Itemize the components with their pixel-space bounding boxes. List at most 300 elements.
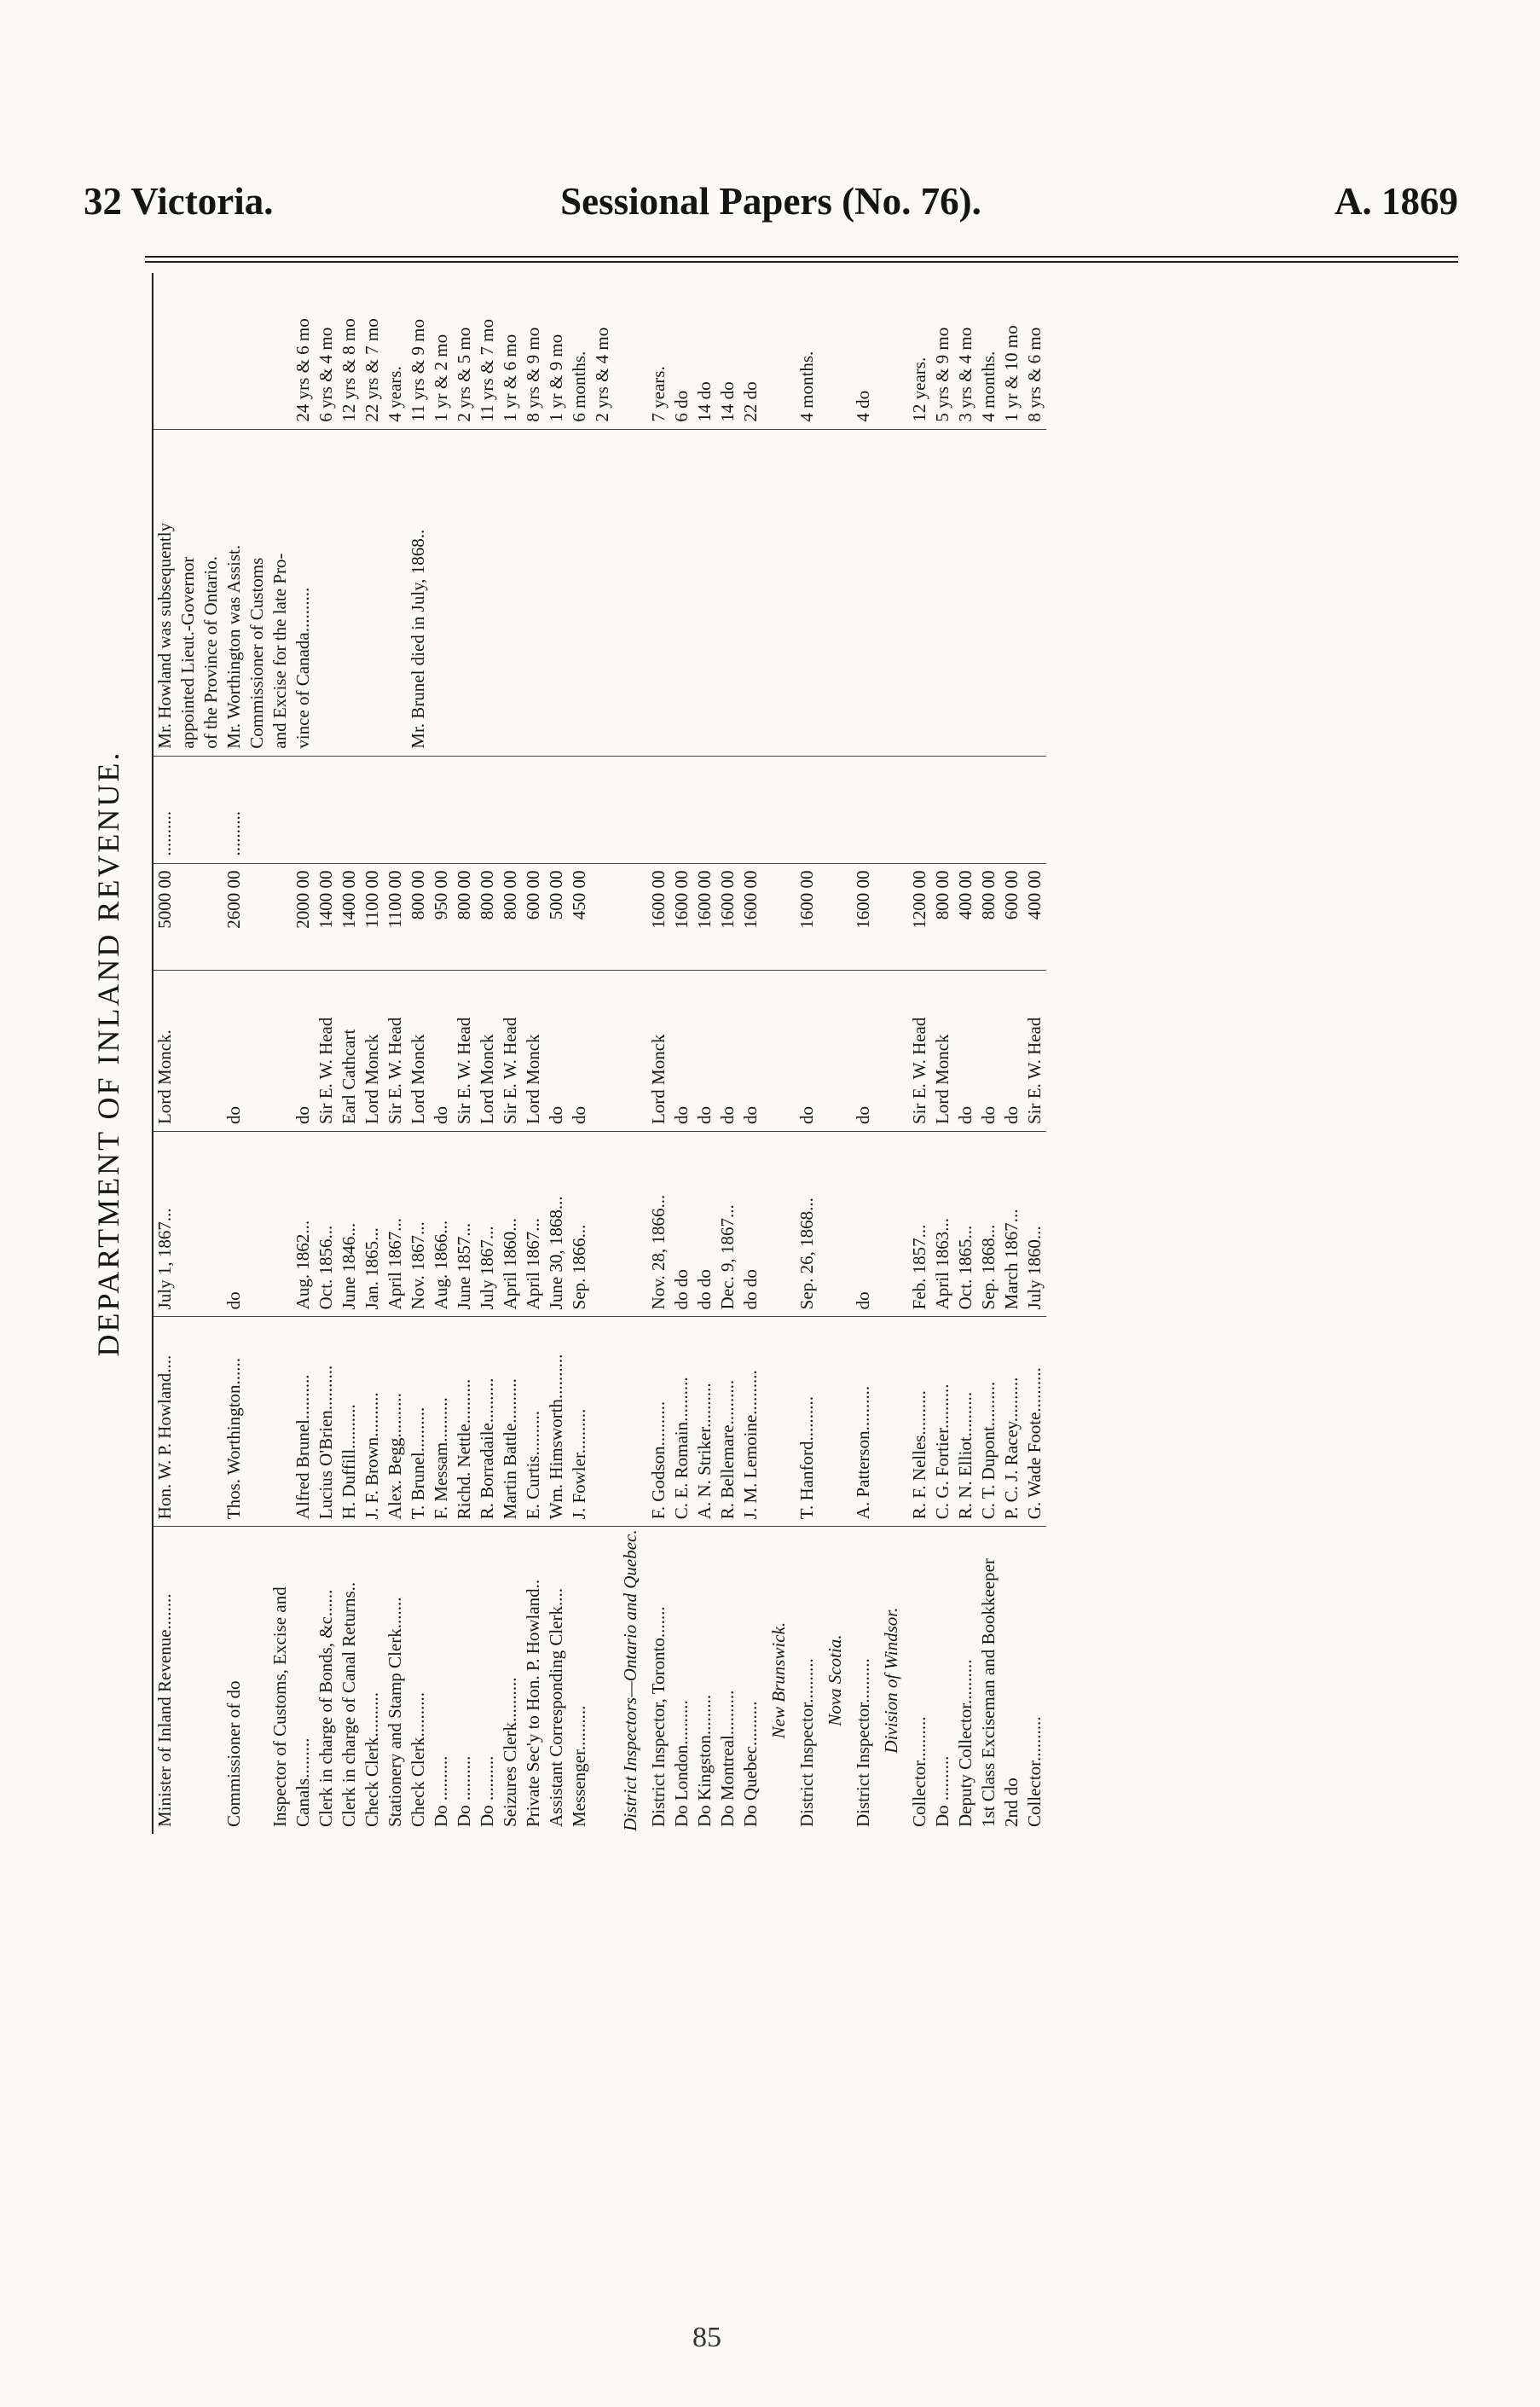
cell-extra: .......... xyxy=(153,756,177,863)
cell-salary: 1600 00 xyxy=(852,863,875,971)
cell-by: Lord Monck xyxy=(361,971,384,1132)
cell-extra xyxy=(670,756,693,863)
cell-date: do do xyxy=(670,1132,693,1317)
cell-name: J. Fowler.......... xyxy=(568,1317,591,1527)
table-row xyxy=(670,273,693,1834)
department-title: DEPARTMENT OF INLAND REVENUE. xyxy=(91,750,125,1357)
cell-name: Thos. Worthington...... xyxy=(223,1317,246,1527)
cell-by: do xyxy=(1000,971,1023,1132)
cell-salary: 400 00 xyxy=(1023,863,1046,971)
table-row xyxy=(545,273,568,1834)
cell-name xyxy=(591,1317,614,1527)
cell-office: Inspector of Customs, Excise and xyxy=(269,1586,290,1827)
cell-by: do xyxy=(716,971,739,1132)
cell-by: do xyxy=(977,971,1000,1132)
cell-name xyxy=(200,1317,223,1527)
cell-by: do xyxy=(670,971,693,1132)
cell-remarks xyxy=(499,429,522,756)
cell-salary xyxy=(200,863,223,971)
cell-service: 14 do xyxy=(716,273,739,429)
empty-cell xyxy=(614,863,647,971)
cell-name xyxy=(269,1317,292,1527)
empty-cell xyxy=(819,429,852,756)
staff-table xyxy=(152,273,1046,1834)
cell-salary: 800 00 xyxy=(476,863,499,971)
cell-office: Do .......... xyxy=(477,1755,497,1827)
empty-cell xyxy=(762,863,796,971)
cell-salary: 600 00 xyxy=(522,863,545,971)
cell-extra xyxy=(338,756,361,863)
cell-remarks: and Excise for the late Pro- xyxy=(269,429,292,756)
section-row xyxy=(875,273,908,1834)
cell-salary: 5000 00 xyxy=(153,863,177,971)
header-session: 32 Victoria. xyxy=(84,180,274,223)
cell-date: Jan. 1865... xyxy=(361,1132,384,1317)
table-row xyxy=(430,273,453,1834)
cell-date: April 1867... xyxy=(384,1132,407,1317)
cell-by xyxy=(200,971,223,1132)
cell-extra xyxy=(269,756,292,863)
section-heading: Nova Scotia. xyxy=(825,1634,845,1726)
cell-salary: 450 00 xyxy=(568,863,591,971)
table-row xyxy=(384,273,407,1834)
empty-cell xyxy=(819,1317,852,1527)
cell-by: do xyxy=(954,971,977,1132)
cell-salary: 400 00 xyxy=(954,863,977,971)
cell-remarks xyxy=(739,429,762,756)
empty-cell xyxy=(875,429,908,756)
cell-service: 3 yrs & 4 mo xyxy=(954,273,977,429)
cell-name: C. E. Romain.......... xyxy=(670,1317,693,1527)
cell-by: Lord Monck xyxy=(522,971,545,1132)
cell-service: 24 yrs & 6 mo xyxy=(292,273,315,429)
empty-cell xyxy=(875,863,908,971)
cell-name: C. G. Fortier.......... xyxy=(931,1317,954,1527)
cell-remarks xyxy=(453,429,476,756)
cell-service xyxy=(246,273,269,429)
cell-remarks xyxy=(693,429,716,756)
cell-name: G. Wade Foote.......... xyxy=(1023,1317,1046,1527)
cell-name: P. C. J. Racey.......... xyxy=(1000,1317,1023,1527)
cell-date: do xyxy=(852,1132,875,1317)
cell-remarks xyxy=(315,429,338,756)
cell-by: do xyxy=(796,971,819,1132)
cell-office: Commissioner of do xyxy=(223,1680,244,1827)
cell-date: Aug. 1862... xyxy=(292,1132,315,1317)
cell-name: F. Godson.......... xyxy=(647,1317,670,1527)
cell-office: Stationery and Stamp Clerk....... xyxy=(385,1597,405,1827)
table-row xyxy=(954,273,977,1834)
cell-service: 1 yr & 2 mo xyxy=(430,273,453,429)
cell-by: Sir E. W. Head xyxy=(315,971,338,1132)
cell-salary xyxy=(177,863,200,971)
cell-extra xyxy=(739,756,762,863)
cell-extra xyxy=(954,756,977,863)
cell-date: April 1860... xyxy=(499,1132,522,1317)
cell-extra xyxy=(716,756,739,863)
cell-date xyxy=(269,1132,292,1317)
cell-extra xyxy=(568,756,591,863)
cell-by: do xyxy=(693,971,716,1132)
cell-name: A. N. Striker.......... xyxy=(693,1317,716,1527)
cell-date: Sep. 1866... xyxy=(568,1132,591,1317)
cell-salary: 500 00 xyxy=(545,863,568,971)
cell-salary: 1100 00 xyxy=(361,863,384,971)
cell-service xyxy=(269,273,292,429)
cell-name xyxy=(246,1317,269,1527)
cell-date: Oct. 1865... xyxy=(954,1132,977,1317)
cell-by: do xyxy=(545,971,568,1132)
empty-cell xyxy=(875,273,908,429)
cell-date xyxy=(177,1132,200,1317)
cell-office: 1st Class Exciseman and Bookkeeper xyxy=(978,1558,999,1827)
cell-date: do do xyxy=(693,1132,716,1317)
empty-cell xyxy=(875,1132,908,1317)
cell-salary: 1400 00 xyxy=(315,863,338,971)
cell-office: Collector.......... xyxy=(1024,1716,1045,1827)
empty-cell xyxy=(875,971,908,1132)
empty-cell xyxy=(614,1132,647,1317)
cell-date xyxy=(200,1132,223,1317)
cell-by: Sir E. W. Head xyxy=(499,971,522,1132)
cell-name: C. T. Dupont.......... xyxy=(977,1317,1000,1527)
cell-salary: 600 00 xyxy=(1000,863,1023,971)
cell-office: Do Kingston......... xyxy=(694,1694,715,1827)
cell-by xyxy=(177,971,200,1132)
cell-service: 14 do xyxy=(693,273,716,429)
cell-name: Alex. Begg.......... xyxy=(384,1317,407,1527)
cell-name: F. Messam.......... xyxy=(430,1317,453,1527)
cell-extra xyxy=(545,756,568,863)
table-row xyxy=(647,273,670,1834)
cell-extra: .......... xyxy=(223,756,246,863)
cell-remarks xyxy=(545,429,568,756)
cell-office: Assistant Corresponding Clerk.... xyxy=(546,1588,566,1827)
cell-by xyxy=(591,971,614,1132)
cell-service: 2 yrs & 4 mo xyxy=(591,273,614,429)
empty-cell xyxy=(614,756,647,863)
cell-extra xyxy=(177,756,200,863)
table-row xyxy=(499,273,522,1834)
cell-salary: 1400 00 xyxy=(338,863,361,971)
cell-salary: 2000 00 xyxy=(292,863,315,971)
cell-by xyxy=(246,971,269,1132)
cell-office: District Inspector.......... xyxy=(853,1658,873,1827)
cell-service: 22 yrs & 7 mo xyxy=(361,273,384,429)
cell-extra xyxy=(1023,756,1046,863)
table-row xyxy=(931,273,954,1834)
cell-extra xyxy=(931,756,954,863)
table-row xyxy=(796,273,819,1834)
cell-extra xyxy=(499,756,522,863)
cell-date: do do xyxy=(739,1132,762,1317)
table-row xyxy=(246,273,269,1834)
table-row xyxy=(453,273,476,1834)
cell-remarks xyxy=(591,429,614,756)
header-rule-double xyxy=(145,261,1458,263)
empty-cell xyxy=(762,971,796,1132)
cell-salary: 950 00 xyxy=(430,863,453,971)
table-row xyxy=(1023,273,1046,1834)
cell-remarks: appointed Lieut.-Governor xyxy=(177,429,200,756)
cell-office: District Inspector.......... xyxy=(796,1658,817,1827)
cell-date: Nov. 28, 1866... xyxy=(647,1132,670,1317)
cell-office: 2nd do xyxy=(1001,1778,1022,1827)
cell-service: 4 months. xyxy=(796,273,819,429)
cell-by: do xyxy=(852,971,875,1132)
cell-office xyxy=(246,1527,269,1834)
cell-salary xyxy=(269,863,292,971)
cell-remarks xyxy=(522,429,545,756)
cell-office: Do .......... xyxy=(932,1755,952,1827)
cell-date: June 1857... xyxy=(453,1132,476,1317)
cell-service: 11 yrs & 9 mo xyxy=(407,273,430,429)
cell-service: 11 yrs & 7 mo xyxy=(476,273,499,429)
cell-service: 22 do xyxy=(739,273,762,429)
cell-extra xyxy=(852,756,875,863)
cell-by: Lord Monck xyxy=(476,971,499,1132)
empty-cell xyxy=(762,273,796,429)
cell-by: Lord Monck xyxy=(647,971,670,1132)
cell-date: Sep. 1868... xyxy=(977,1132,1000,1317)
cell-salary: 1100 00 xyxy=(384,863,407,971)
cell-salary: 800 00 xyxy=(977,863,1000,971)
table-row xyxy=(177,273,200,1834)
cell-salary: 1600 00 xyxy=(716,863,739,971)
cell-extra xyxy=(246,756,269,863)
cell-salary: 2600 00 xyxy=(223,863,246,971)
cell-remarks: vince of Canada.......... xyxy=(292,429,315,756)
cell-extra xyxy=(1000,756,1023,863)
cell-service: 1 yr & 9 mo xyxy=(545,273,568,429)
cell-name: Hon. W. P. Howland.... xyxy=(153,1317,177,1527)
cell-office: Seizures Clerk.......... xyxy=(500,1677,520,1827)
cell-office: Do Montreal.......... xyxy=(717,1690,738,1827)
empty-cell xyxy=(762,756,796,863)
cell-service xyxy=(177,273,200,429)
cell-extra xyxy=(315,756,338,863)
cell-remarks xyxy=(647,429,670,756)
cell-extra xyxy=(292,756,315,863)
cell-remarks xyxy=(338,429,361,756)
table-row xyxy=(407,273,430,1834)
table-row xyxy=(693,273,716,1834)
cell-name: R. Bellemare.......... xyxy=(716,1317,739,1527)
empty-cell xyxy=(819,1132,852,1317)
table-row xyxy=(200,273,223,1834)
section-row xyxy=(614,273,647,1834)
empty-cell xyxy=(614,273,647,429)
empty-cell xyxy=(875,1317,908,1527)
cell-by: Sir E. W. Head xyxy=(908,971,931,1132)
cell-by: do xyxy=(430,971,453,1132)
cell-by: Sir E. W. Head xyxy=(1023,971,1046,1132)
empty-cell xyxy=(762,1317,796,1527)
cell-service: 12 years. xyxy=(908,273,931,429)
cell-extra xyxy=(453,756,476,863)
cell-name: A. Patterson.......... xyxy=(852,1317,875,1527)
cell-office: District Inspector, Toronto....... xyxy=(648,1606,669,1827)
cell-office: Do .......... xyxy=(454,1755,474,1827)
cell-office: Do Quebec.......... xyxy=(740,1701,761,1827)
cell-name: R. N. Elliot.......... xyxy=(954,1317,977,1527)
cell-extra xyxy=(796,756,819,863)
cell-extra xyxy=(591,756,614,863)
section-heading: New Brunswick. xyxy=(768,1621,789,1739)
cell-name: J. M. Lemoine.......... xyxy=(739,1317,762,1527)
cell-extra xyxy=(384,756,407,863)
cell-date: Feb. 1857... xyxy=(908,1132,931,1317)
staff-table-body xyxy=(153,273,1046,1834)
cell-salary: 1600 00 xyxy=(693,863,716,971)
cell-service: 4 years. xyxy=(384,273,407,429)
cell-office: Do .......... xyxy=(431,1755,451,1827)
table-row xyxy=(591,273,614,1834)
cell-remarks xyxy=(384,429,407,756)
table-row xyxy=(739,273,762,1834)
cell-remarks xyxy=(954,429,977,756)
cell-remarks xyxy=(796,429,819,756)
cell-by xyxy=(269,971,292,1132)
cell-service xyxy=(223,273,246,429)
cell-service: 6 do xyxy=(670,273,693,429)
table-row xyxy=(292,273,315,1834)
cell-office: Collector.......... xyxy=(909,1716,929,1827)
cell-remarks xyxy=(361,429,384,756)
cell-office: Clerk in charge of Bonds, &c...... xyxy=(316,1589,336,1827)
header-rule xyxy=(145,256,1458,258)
table-row xyxy=(908,273,931,1834)
cell-office: Canals......... xyxy=(292,1737,313,1827)
cell-date: Aug. 1866... xyxy=(430,1132,453,1317)
empty-cell xyxy=(875,756,908,863)
empty-cell xyxy=(762,1132,796,1317)
cell-name: Alfred Brunel.......... xyxy=(292,1317,315,1527)
cell-remarks xyxy=(716,429,739,756)
cell-date xyxy=(591,1132,614,1317)
table-row xyxy=(269,273,292,1834)
table-row xyxy=(568,273,591,1834)
cell-extra xyxy=(361,756,384,863)
cell-date: do xyxy=(223,1132,246,1317)
cell-date: April 1867... xyxy=(522,1132,545,1317)
cell-by: Sir E. W. Head xyxy=(453,971,476,1132)
cell-service: 4 do xyxy=(852,273,875,429)
table-row xyxy=(223,273,246,1834)
table-row xyxy=(476,273,499,1834)
table-row xyxy=(716,273,739,1834)
cell-by: Sir E. W. Head xyxy=(384,971,407,1132)
cell-date: Sep. 26, 1868... xyxy=(796,1132,819,1317)
cell-remarks xyxy=(568,429,591,756)
cell-office: Do London.......... xyxy=(671,1700,692,1827)
cell-by: Lord Monck. xyxy=(153,971,177,1132)
cell-remarks xyxy=(476,429,499,756)
cell-remarks xyxy=(908,429,931,756)
cell-office: Messenger.......... xyxy=(569,1705,589,1827)
cell-service: 4 months. xyxy=(977,273,1000,429)
cell-name: T. Brunel.......... xyxy=(407,1317,430,1527)
cell-by: Lord Monck xyxy=(407,971,430,1132)
table-row xyxy=(522,273,545,1834)
page-number: 85 xyxy=(692,2322,721,2353)
cell-date: June 30, 1868... xyxy=(545,1132,568,1317)
cell-remarks xyxy=(931,429,954,756)
cell-service: 6 months. xyxy=(568,273,591,429)
cell-extra xyxy=(693,756,716,863)
cell-by: do xyxy=(292,971,315,1132)
cell-name xyxy=(177,1317,200,1527)
cell-office: Deputy Collector.......... xyxy=(955,1659,976,1827)
table-row xyxy=(338,273,361,1834)
cell-remarks xyxy=(977,429,1000,756)
empty-cell xyxy=(614,429,647,756)
cell-service xyxy=(200,273,223,429)
cell-service: 2 yrs & 5 mo xyxy=(453,273,476,429)
cell-by: do xyxy=(739,971,762,1132)
cell-remarks: Mr. Worthington was Assist. xyxy=(223,429,246,756)
cell-extra xyxy=(407,756,430,863)
cell-extra xyxy=(647,756,670,863)
table-row xyxy=(977,273,1000,1834)
cell-by: do xyxy=(568,971,591,1132)
cell-remarks xyxy=(852,429,875,756)
cell-name: H. Duffill.......... xyxy=(338,1317,361,1527)
empty-cell xyxy=(614,971,647,1132)
cell-service: 1 yr & 10 mo xyxy=(1000,273,1023,429)
cell-office: Check Clerk.......... xyxy=(362,1691,382,1827)
cell-office: Clerk in charge of Canal Returns.. xyxy=(339,1581,359,1827)
cell-remarks xyxy=(670,429,693,756)
cell-by: Earl Cathcart xyxy=(338,971,361,1132)
cell-name: T. Hanford.......... xyxy=(796,1317,819,1527)
cell-remarks: of the Province of Ontario. xyxy=(200,429,223,756)
cell-date: March 1867... xyxy=(1000,1132,1023,1317)
cell-service: 1 yr & 6 mo xyxy=(499,273,522,429)
cell-service xyxy=(153,273,177,429)
cell-extra xyxy=(522,756,545,863)
cell-name: Wm. Himsworth.......... xyxy=(545,1317,568,1527)
cell-salary: 800 00 xyxy=(407,863,430,971)
empty-cell xyxy=(819,863,852,971)
cell-date: July 1867... xyxy=(476,1132,499,1317)
cell-name: Richd. Nettle.......... xyxy=(453,1317,476,1527)
cell-name: R. Borradaile.......... xyxy=(476,1317,499,1527)
cell-date: April 1863... xyxy=(931,1132,954,1317)
cell-salary: 1600 00 xyxy=(647,863,670,971)
cell-service: 7 years. xyxy=(647,273,670,429)
cell-date: Oct. 1856... xyxy=(315,1132,338,1317)
cell-name: R. F. Nelles.......... xyxy=(908,1317,931,1527)
cell-name: E. Curtis.......... xyxy=(522,1317,545,1527)
cell-date: Nov. 1867... xyxy=(407,1132,430,1317)
header-title: Sessional Papers (No. 76). xyxy=(560,180,981,223)
cell-extra xyxy=(908,756,931,863)
cell-date: June 1846... xyxy=(338,1132,361,1317)
cell-salary: 1600 00 xyxy=(670,863,693,971)
cell-office: Private Sec'y to Hon. P. Howland.. xyxy=(523,1579,543,1827)
cell-service: 8 yrs & 9 mo xyxy=(522,273,545,429)
cell-date: July 1, 1867... xyxy=(153,1132,177,1317)
cell-date: July 1860... xyxy=(1023,1132,1046,1317)
empty-cell xyxy=(819,756,852,863)
cell-salary: 1600 00 xyxy=(739,863,762,971)
cell-office xyxy=(200,1527,223,1834)
cell-office xyxy=(177,1527,200,1834)
cell-remarks xyxy=(1000,429,1023,756)
cell-service: 6 yrs & 4 mo xyxy=(315,273,338,429)
empty-cell xyxy=(819,971,852,1132)
